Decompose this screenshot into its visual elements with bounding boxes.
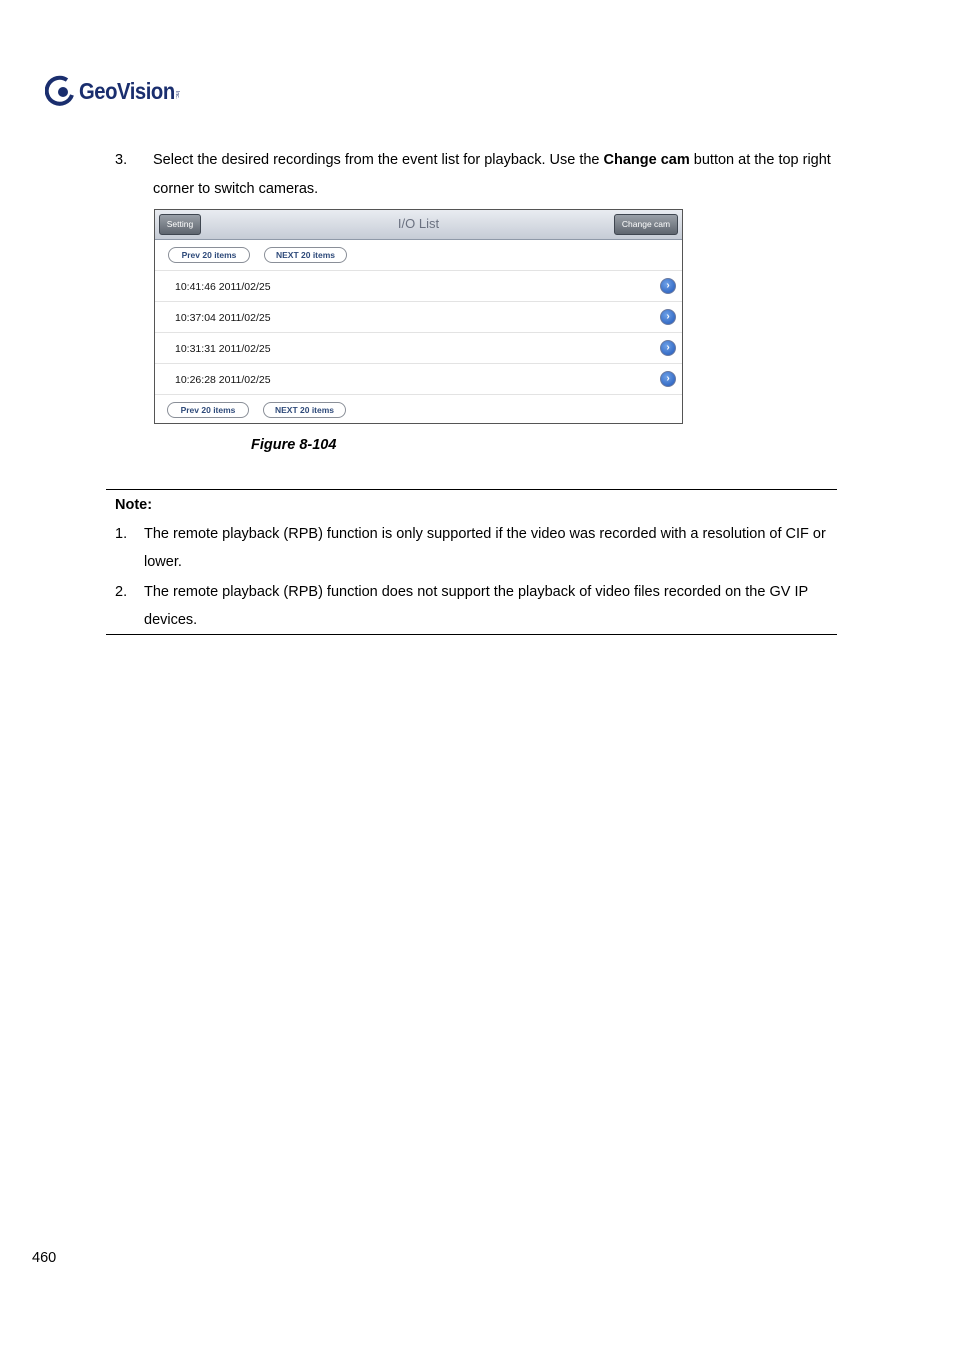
note-item-text: The remote playback (RPB) function is only supported if the video was recorded with a resolution of CIF or lower. [144,526,826,570]
note-item-text: The remote playback (RPB) function does not support the playback of video files recorded on the GV IP devices. [144,584,808,628]
event-row[interactable] [155,271,682,302]
next-20-items-button[interactable]: NEXT 20 items [263,402,346,418]
event-row[interactable] [155,302,682,333]
io-list-screenshot [154,209,683,424]
note-item-number: 1. [115,526,128,542]
step-text [153,146,845,204]
disclosure-arrow-icon[interactable]: › [660,371,676,387]
disclosure-arrow-icon[interactable]: › [660,309,676,325]
event-timestamp: 10:31:31 2011/02/25 [175,343,271,355]
pager-top [155,240,682,271]
page-number: 460 [32,1250,57,1266]
change-cam-term: Change cam [603,152,690,168]
next-20-items-button[interactable]: NEXT 20 items [264,247,347,263]
step-text-after: button at the top right corner to switch cameras. [153,152,831,197]
prev-20-items-button[interactable]: Prev 20 items [167,402,249,418]
disclosure-arrow-icon[interactable]: › [660,340,676,356]
note-heading: Note: [115,497,153,513]
setting-button[interactable]: Setting [159,214,201,235]
prev-20-items-button[interactable]: Prev 20 items [168,247,250,263]
pager-bottom [155,395,682,424]
event-timestamp: 10:41:46 2011/02/25 [175,281,271,293]
geovision-swirl-icon [45,75,77,107]
note-box [106,489,837,635]
note-item-number: 2. [115,584,128,600]
brand-mark: Inc. [173,90,180,100]
brand-name: GeoVision [79,77,175,104]
event-timestamp: 10:37:04 2011/02/25 [175,312,271,324]
figure-caption: Figure 8-104 [251,437,337,453]
step-text-before: Select the desired recordings from the event list for playback. Use the [153,152,604,168]
event-row[interactable] [155,333,682,364]
event-timestamp: 10:26:28 2011/02/25 [175,374,271,386]
change-cam-button[interactable]: Change cam [614,214,678,235]
screen-title: I/O List [397,216,440,231]
event-row[interactable] [155,364,682,395]
disclosure-arrow-icon[interactable]: › [660,278,676,294]
navigation-bar [155,210,682,240]
geovision-logo [45,74,180,108]
step-number: 3. [115,152,128,168]
event-list [155,271,682,395]
